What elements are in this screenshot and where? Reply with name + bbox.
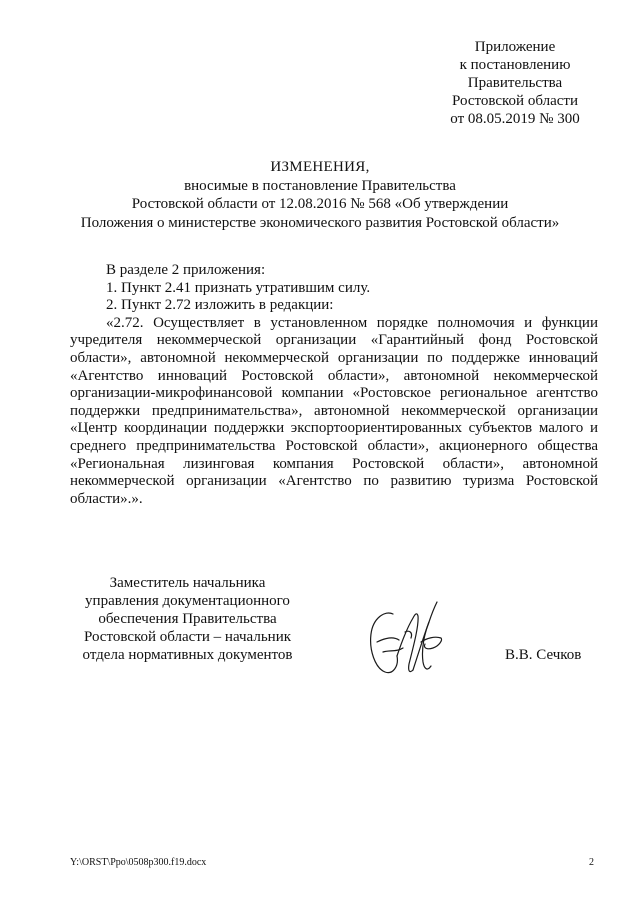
appendix-line: к постановлению xyxy=(459,57,571,73)
document-title xyxy=(40,158,600,232)
title-line: Ростовской области от 12.08.2016 № 568 «Об утверждении xyxy=(131,196,509,212)
appendix-block xyxy=(420,38,610,128)
handwritten-signature xyxy=(363,592,445,682)
signer-title-line: управления документационного xyxy=(85,593,290,609)
signer-title-block xyxy=(70,574,305,664)
footer-file-path: Y:\ORST\Ppo\0508p300.f19.docx xyxy=(70,857,207,868)
signer-title-line: обеспечения Правительства xyxy=(98,611,277,627)
signer-title-line: Заместитель начальника xyxy=(109,575,266,591)
page-number: 2 xyxy=(589,857,594,868)
signer-title-line: отдела нормативных документов xyxy=(82,647,293,663)
body-intro: В разделе 2 приложения: xyxy=(106,262,266,278)
signer-title-line: Ростовской области – начальник xyxy=(83,629,292,645)
body-paragraph: «2.72. Осуществляет в установленном порядке полномочия и функции учредителя некоммерческой организации «Гарантийный фонд Ростовской области», автономной некоммерческой организации по поддержке инноваций «Агентство инноваций Ростовской области», автономной некоммерческой организации-микрофинансовой компании «Ростовское региональное агентство поддержки предпринимательства», автономной некоммерческой организации «Центр координации поддержки экспортоориентированных субъектов малого и среднего предпринимательства Ростовской области», акционерного общества «Региональная лизинговая компания Ростовской области», автономной некоммерческой организации «Агентство по развитию туризма Ростовской области».». xyxy=(70,314,598,507)
title-line: Положения о министерстве экономического развития Ростовской области» xyxy=(80,214,560,231)
appendix-line: от 08.05.2019 № 300 xyxy=(450,111,580,127)
title-line: вносимые в постановление Правительства xyxy=(184,177,456,194)
document-body xyxy=(70,262,598,508)
appendix-line: Правительства xyxy=(467,75,563,91)
body-item-2: 2. Пункт 2.72 изложить в редакции: xyxy=(106,297,334,314)
body-item-1: 1. Пункт 2.41 признать утратившим силу. xyxy=(106,279,371,296)
signer-name: В.В. Сечков xyxy=(505,647,582,663)
title-heading: ИЗМЕНЕНИЯ, xyxy=(270,159,370,175)
appendix-line: Ростовской области xyxy=(452,93,578,109)
appendix-line: Приложение xyxy=(474,39,556,55)
